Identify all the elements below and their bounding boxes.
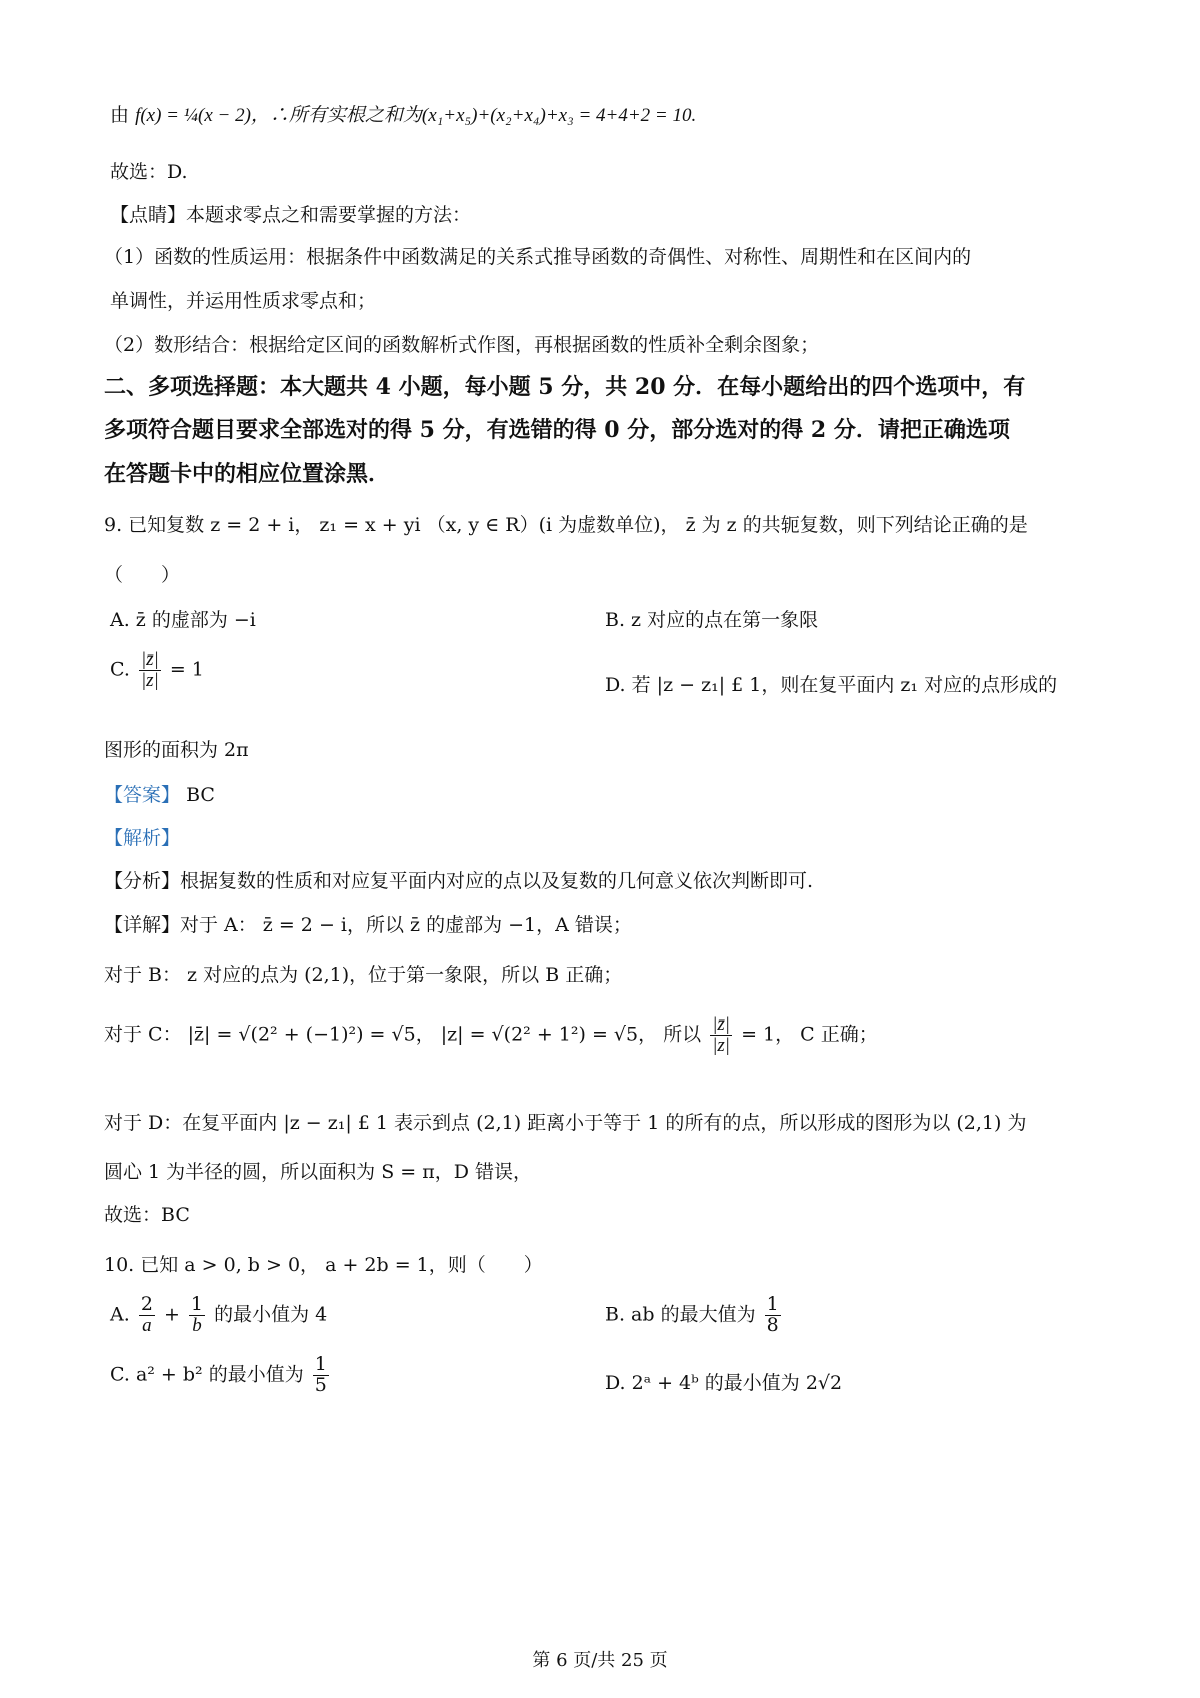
option-c-text: C. a² + b² 的最小值为 xyxy=(110,1363,304,1386)
fraction-one-eighth xyxy=(765,1295,781,1336)
q9-option-c xyxy=(110,650,204,691)
method-1: （1）函数的性质运用：根据条件中函数满足的关系式推导函数的奇偶性、对称性、周期性和在区间内的 xyxy=(104,246,972,268)
question-9-paren: （ ） xyxy=(104,564,181,586)
dianjing-heading: 【点睛】本题求零点之和需要掌握的方法： xyxy=(110,204,472,226)
fraction-numerator: 1 xyxy=(766,1293,779,1315)
question-10: 10. 已知 a > 0, b > 0， a + 2b = 1，则（ ） xyxy=(104,1254,543,1276)
answer-value: BC xyxy=(186,784,215,806)
q10-option-c xyxy=(110,1355,332,1396)
fenxi-paragraph: 【分析】根据复数的性质和对应复平面内对应的点以及复数的几何意义依次判断即可. xyxy=(104,870,814,892)
line-real-roots-sum xyxy=(110,100,696,127)
fraction-denominator: a xyxy=(142,1314,152,1336)
plus-sign: + xyxy=(163,1303,180,1326)
answer-label: 【答案】 xyxy=(104,784,181,806)
detail-b: 对于 B： z 对应的点为 (2,1)，位于第一象限，所以 B 正确； xyxy=(104,964,623,986)
detail-c-text: 对于 C： |z̄| = √(2² + (−1)²) = √5， |z| = √(2² + 1²) = √5， 所以 xyxy=(104,1023,702,1046)
fraction-denominator: 8 xyxy=(766,1313,779,1336)
method-1-cont: 单调性，并运用性质求零点和； xyxy=(110,290,377,312)
choose-bc: 故选：BC xyxy=(104,1204,190,1226)
detail-c-suffix: = 1， C 正确； xyxy=(741,1023,878,1046)
fraction-one-over-b xyxy=(189,1295,205,1336)
fraction-numerator: 1 xyxy=(314,1353,327,1375)
fraction-denominator: |z| xyxy=(712,1034,731,1056)
option-a-suffix: 的最小值为 4 xyxy=(214,1303,328,1326)
fraction-numerator: 1 xyxy=(190,1293,204,1315)
option-c-suffix: = 1 xyxy=(169,658,204,681)
option-b-text: B. ab 的最大值为 xyxy=(605,1303,756,1326)
detail-d-cont: 圆心 1 为半径的圆，所以面积为 S = π，D 错误， xyxy=(104,1161,532,1183)
fraction-denominator: |z| xyxy=(140,669,159,691)
jiexi-label: 【解析】 xyxy=(104,827,181,849)
q9-option-d-cont: 图形的面积为 2π xyxy=(104,739,249,761)
q9-option-d: D. 若 |z − z₁| £ 1，则在复平面内 z₁ 对应的点形成的 xyxy=(605,674,1058,696)
fraction-abs-conj-over-abs xyxy=(139,650,161,691)
q10-option-d: D. 2ᵃ + 4ᵇ 的最小值为 2√2 xyxy=(605,1372,843,1394)
answer-line xyxy=(104,780,215,807)
page-footer: 第 6 页/共 25 页 xyxy=(532,1650,668,1671)
option-c-prefix: C. xyxy=(110,658,130,681)
section-heading-line-3: 在答题卡中的相应位置涂黑． xyxy=(104,461,391,487)
detail-d: 对于 D：在复平面内 |z − z₁| £ 1 表示到点 (2,1) 距离小于等于 1 的所有的点，所以形成的图形为以 (2,1) 为 xyxy=(104,1112,1027,1134)
fraction-abs-conj-over-abs-detail xyxy=(710,1015,732,1056)
section-heading-line-1: 二、多项选择题：本大题共 4 小题，每小题 5 分，共 20 分．在每小题给出的四个选项中，有 xyxy=(104,374,1026,400)
choose-d: 故选：D. xyxy=(110,161,188,183)
detail-c xyxy=(104,1015,878,1056)
formula-roots-sum: f(x) = ¼(x − 2)，∴所有实根之和为(x₁+x₅)+(x₂+x₄)+x₃ = 4+4+2 = 10. xyxy=(135,105,697,126)
section-heading-line-2: 多项符合题目要求全部选对的得 5 分，有选错的得 0 分，部分选对的得 2 分．请把正确选项 xyxy=(104,417,1010,443)
fraction-numerator: |z̄| xyxy=(712,1014,731,1035)
option-a-prefix: A. xyxy=(110,1303,130,1326)
fraction-numerator: 2 xyxy=(140,1293,153,1315)
fraction-two-over-a xyxy=(139,1295,155,1336)
question-9: 9. 已知复数 z = 2 + i， z₁ = x + yi （x, y ∈ R）(i 为虚数单位)， z̄ 为 z 的共轭复数，则下列结论正确的是 xyxy=(104,514,1028,536)
q9-option-b: B. z 对应的点在第一象限 xyxy=(605,609,819,631)
q10-option-a xyxy=(110,1295,327,1336)
method-2: （2）数形结合：根据给定区间的函数解析式作图，再根据函数的性质补全剩余图象； xyxy=(104,334,820,356)
fraction-numerator: |z̄| xyxy=(140,649,159,670)
fraction-denominator: 5 xyxy=(314,1373,327,1396)
fraction-denominator: b xyxy=(192,1314,202,1336)
q10-option-b xyxy=(605,1295,784,1336)
fraction-one-fifth xyxy=(313,1355,329,1396)
line-prefix: 由 xyxy=(110,104,130,126)
q9-option-a: A. z̄ 的虚部为 −i xyxy=(110,609,256,631)
xiangjie-a: 【详解】对于 A： z̄ = 2 − i，所以 z̄ 的虚部为 −1，A 错误； xyxy=(104,914,632,936)
